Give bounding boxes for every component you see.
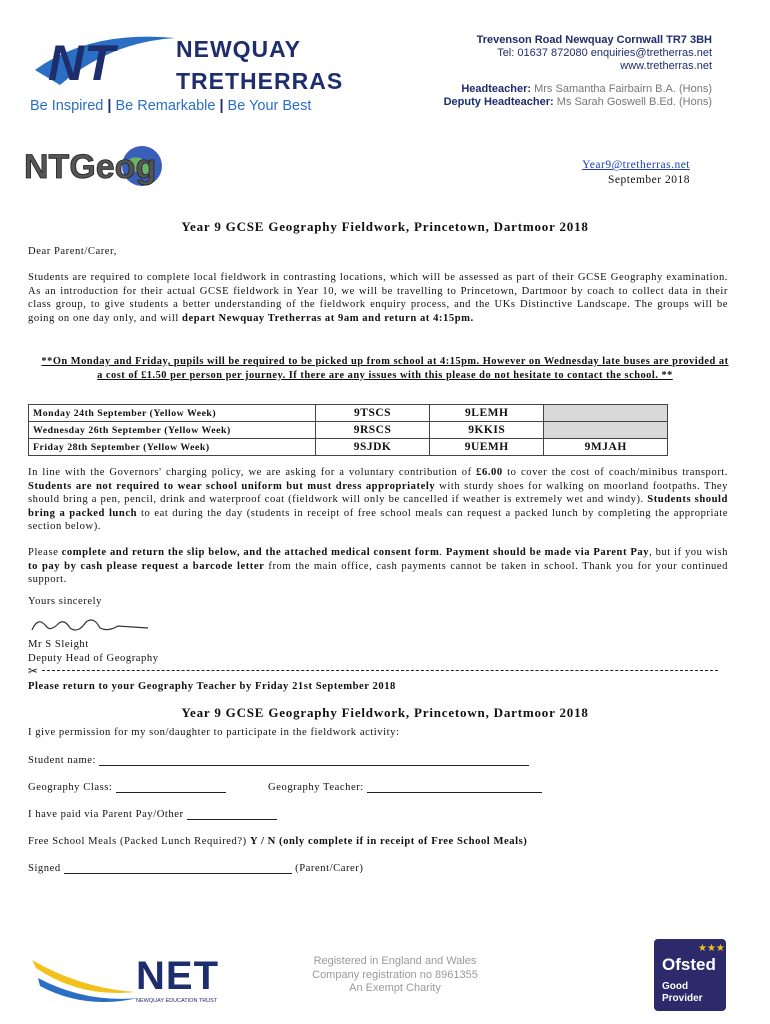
- star-icon: ★★★: [698, 943, 725, 954]
- geography-class-field[interactable]: [116, 792, 226, 793]
- svg-text:NTGeog: NTGeog: [24, 148, 157, 186]
- group-cell: 9SJDK: [316, 439, 430, 456]
- table-row: [29, 422, 668, 439]
- group-cell: 9TSCS: [316, 405, 430, 422]
- group-cell: 9KKIS: [430, 422, 544, 439]
- group-cell: 9UEMH: [430, 439, 544, 456]
- net-subtitle: NEWQUAY EDUCATION TRUST: [136, 998, 218, 1004]
- headteacher-line: Headteacher: Mrs Samantha Fairbairn B.A. (Hons): [461, 83, 712, 95]
- group-cell: 9LEMH: [430, 405, 544, 422]
- net-logo: [30, 948, 250, 1008]
- schedule-day: Wednesday 26th September (Yellow Week): [29, 422, 316, 439]
- ofsted-badge: [654, 939, 726, 1011]
- group-cell: [544, 405, 668, 422]
- signoff: Yours sincerely: [28, 596, 102, 607]
- school-name-line1: NEWQUAY: [176, 36, 301, 62]
- group-cell: 9MJAH: [544, 439, 668, 456]
- group-cell: [544, 422, 668, 439]
- table-row: [29, 439, 668, 456]
- ofsted-grade-1: Good: [662, 981, 689, 992]
- email-link[interactable]: Year9@tretherras.net: [582, 159, 690, 171]
- cost-paragraph: In line with the Governors' charging policy, we are asking for a voluntary contribution of £6.00 to cover the cost of coach/minibus transport. Students are not required to wear school uniform but must dress appropriately with sturdy shoes for walking on moorland footpaths. They should bring a pen, pencil, drink and waterproof coat (fieldwork will only be cancelled if weather is extremely wet and windy). Students should bring a packed lunch to eat during the day (students in receipt of free school meals can request a packed lunch by completing the appropriate section below).: [28, 467, 729, 532]
- letter-date: September 2018: [607, 174, 690, 186]
- signatory-name: Mr S Sleight: [28, 639, 89, 650]
- net-wordmark: NET: [136, 954, 219, 998]
- ofsted-grade-2: Provider: [662, 993, 703, 1004]
- address-line: Trevenson Road Newquay Cornwall TR7 3BH: [476, 34, 712, 46]
- letter-title: Year 9 GCSE Geography Fieldwork, Princetown, Dartmoor 2018: [181, 219, 589, 234]
- group-cell: 9RSCS: [316, 422, 430, 439]
- paid-row: I have paid via Parent Pay/Other: [28, 809, 277, 820]
- geography-teacher-field[interactable]: [367, 792, 542, 793]
- fsm-yes-no[interactable]: Y / N: [249, 836, 276, 847]
- logo-letters: NT: [48, 35, 115, 91]
- salutation: Dear Parent/Carer,: [28, 246, 117, 257]
- schedule-table: [28, 404, 668, 456]
- cut-line: [42, 670, 718, 671]
- globe-icon: [22, 140, 172, 190]
- signatory-role: Deputy Head of Geography: [28, 653, 159, 664]
- student-name-field[interactable]: [99, 765, 529, 766]
- class-row: Geography Class: Geography Teacher:: [28, 782, 542, 793]
- ofsted-name: Ofsted: [662, 955, 716, 974]
- signature-field[interactable]: [64, 873, 292, 874]
- ntgeog-logo: [22, 140, 172, 190]
- payment-paragraph: Please complete and return the slip below, and the attached medical consent form. Payment should be made via Parent Pay, but if you wish to pay by cash please request a barcode letter from the main office, cash payments cannot be taken in school. Thank you for your continued support.: [28, 547, 729, 585]
- table-row: [29, 405, 668, 422]
- pickup-notice: **On Monday and Friday, pupils will be required to be picked up from school at 4:15pm. However on Wednesday late buses are provided at a cost of £1.50 per person per journey. If there are any issues with this please do not hesitate to contact the school. **: [41, 356, 729, 381]
- deputy-line: Deputy Headteacher: Ms Sarah Goswell B.Ed. (Hons): [443, 96, 712, 108]
- school-name-line2: TRETHERRAS: [176, 68, 344, 94]
- intro-paragraph: Students are required to complete local fieldwork in contrasting locations, which will be assessed as part of their GCSE Geography examination. As an introduction for their actual GCSE fieldwork in Year 10, we will be travelling to Princetown, Dartmoor by coach to collect data in their class group, to give students a better understanding of the fieldwork enquiry process, and the UKs Distinctive Landscape. The groups will be going on one day only, and will depart Newquay Tretherras at 9am and return at 4:15pm.: [28, 272, 728, 324]
- return-note: Please return to your Geography Teacher by Friday 21st September 2018: [28, 681, 396, 692]
- registration-info: Registered in England and Wales Company registration no 8961355 An Exempt Charity: [312, 955, 478, 994]
- signed-row: Signed (Parent/Carer): [28, 863, 364, 874]
- permission-text: I give permission for my son/daughter to participate in the fieldwork activity:: [28, 727, 400, 738]
- schedule-day: Friday 28th September (Yellow Week): [29, 439, 316, 456]
- tel-line: Tel: 01637 872080 enquiries@tretherras.net: [497, 47, 712, 59]
- fsm-row: Free School Meals (Packed Lunch Required?) Y / N (only complete if in receipt of Free School Meals): [28, 836, 528, 847]
- schedule-day: Monday 24th September (Yellow Week): [29, 405, 316, 422]
- slip-title: Year 9 GCSE Geography Fieldwork, Princetown, Dartmoor 2018: [181, 705, 589, 720]
- payment-method-field[interactable]: [187, 819, 277, 820]
- student-name-row: Student name:: [28, 755, 529, 766]
- tagline: Be Inspired | Be Remarkable | Be Your Best: [30, 98, 312, 114]
- website-line: www.tretherras.net: [620, 60, 712, 72]
- signature-icon: [28, 612, 158, 638]
- scissors-icon: ✂: [28, 664, 39, 678]
- school-logo: [30, 30, 370, 120]
- school-address-block: [444, 34, 712, 109]
- contact-date: [582, 158, 690, 188]
- nt-swoosh-icon: [30, 30, 180, 100]
- net-swoosh-icon: [30, 948, 140, 1008]
